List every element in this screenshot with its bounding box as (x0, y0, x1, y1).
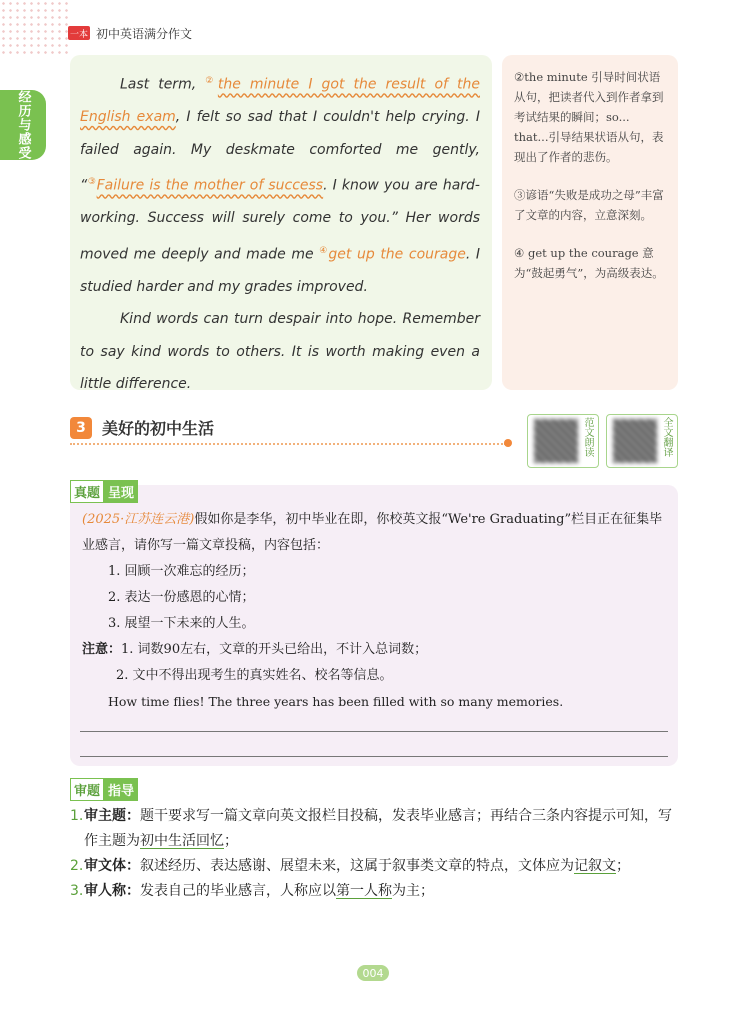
section-number: 3 (70, 417, 92, 439)
highlight-phrase: get up the courage (328, 246, 466, 263)
task-note: 2. 文中不得出现考生的真实姓名、校名等信息。 (116, 668, 393, 683)
guide-number: 2. (70, 858, 84, 874)
guide-item (70, 804, 682, 854)
guide-key: 审文体： (84, 858, 140, 874)
guide-number: 1. (70, 808, 84, 824)
book-title: 初中英语满分作文 (96, 26, 193, 41)
guide-text: 题干要求写一篇文章向英文报栏目投稿，发表毕业感言；再结合三条内容提示可知，写作主题为 (84, 808, 672, 849)
tag-part: 真题 (70, 480, 104, 503)
note-item: ②the minute 引导时间状语从句，把读者代入到作者拿到考试结果的瞬间；so... that...引导结果状语从句，表现出了作者的悲伤。 (514, 70, 664, 164)
book-logo: 一本 (68, 26, 90, 40)
guide-text: 为主； (392, 883, 434, 899)
page-number: 004 (357, 965, 389, 981)
writing-line (80, 731, 668, 732)
tag-part: 呈现 (104, 480, 138, 503)
section-title: 美好的初中生活 (102, 419, 215, 438)
page-header (68, 24, 192, 42)
guide-text: ； (616, 858, 630, 874)
sample-passage (70, 55, 492, 393)
annotation-marker: ④ (319, 245, 329, 256)
task-intro (82, 507, 666, 559)
analysis-guide (70, 804, 682, 904)
text-run: , I felt so sad that I couldn't help crying. I failed again. My deskmate comforted me gently, “ (80, 109, 480, 194)
qr-code-icon (613, 419, 657, 463)
chapter-side-tab: 经历与感受 (0, 90, 46, 160)
tag-part: 审题 (70, 778, 104, 801)
corner-dots-decoration (0, 0, 70, 55)
writing-line (80, 756, 668, 757)
guide-item (70, 854, 682, 879)
section-heading (70, 416, 214, 439)
note-item: ④ get up the courage 意为“鼓起勇气”，为高级表达。 (514, 246, 664, 280)
task-source: (2025·江苏连云港) (82, 512, 195, 527)
qr-code-translation[interactable] (606, 414, 678, 468)
task-intro-text: 假如你是李华，初中毕业在即，你校英文报“We're Graduating”栏目正在征集毕业感言，请你写一篇文章投稿，内容包括： (82, 512, 663, 553)
guide-answer: 初中生活回忆 (140, 833, 224, 849)
qr-code-reading[interactable] (527, 414, 599, 468)
guide-key: 审人称： (84, 883, 140, 899)
guide-number: 3. (70, 883, 84, 899)
note-label: 注意： (82, 642, 122, 657)
annotation-notes (502, 55, 678, 390)
guide-text: 发表自己的毕业感言，人称应以 (140, 883, 336, 899)
task-point: 3. 展望一下未来的人生。 (108, 616, 255, 631)
guide-key: 审主题： (84, 808, 140, 824)
highlight-phrase: Failure is the mother of success (96, 177, 324, 194)
exam-task-box (70, 485, 678, 766)
guide-text: ； (224, 833, 238, 849)
text-run: Last term, (120, 76, 206, 93)
highlight-phrase: the minute I got the result of the English exam (80, 76, 480, 126)
guide-answer: 第一人称 (336, 883, 392, 899)
passage-paragraph-2: Kind words can turn despair into hope. Remember to say kind words to others. It is worth making even a little difference. (80, 311, 480, 393)
guide-tag (70, 778, 138, 801)
qr-code-icon (534, 419, 578, 463)
passage-paragraph-1 (80, 65, 480, 303)
task-point: 2. 表达一份感恩的心情； (108, 590, 255, 605)
task-opening-sentence: How time flies! The three years has been filled with so many memories. (108, 694, 564, 709)
qr-label: 范文朗读 (582, 417, 593, 457)
guide-answer: 记叙文 (574, 858, 616, 874)
annotation-marker: ③ (87, 177, 97, 188)
note-item: ③谚语“失败是成功之母”丰富了文章的内容，立意深刻。 (514, 188, 664, 222)
text-run: . I know you are hard-working. Success will surely come to you.” Her words moved me deeply and made me (80, 177, 480, 263)
task-note (82, 637, 666, 663)
task-tag (70, 480, 138, 503)
task-point: 1. 回顾一次难忘的经历； (108, 564, 255, 579)
qr-label: 全文翻译 (661, 417, 672, 457)
note-text: 1. 词数90左右，文章的开头已给出，不计入总词数； (121, 642, 428, 657)
guide-item (70, 879, 682, 904)
guide-text: 叙述经历、表达感谢、展望未来，这属于叙事类文章的特点，文体应为 (140, 858, 574, 874)
tag-part: 指导 (104, 778, 138, 801)
section-divider (70, 443, 506, 445)
text-run: . I studied harder and my grades improved. (80, 246, 481, 295)
section-divider-dot (504, 439, 512, 447)
annotation-marker: ② (205, 76, 218, 86)
